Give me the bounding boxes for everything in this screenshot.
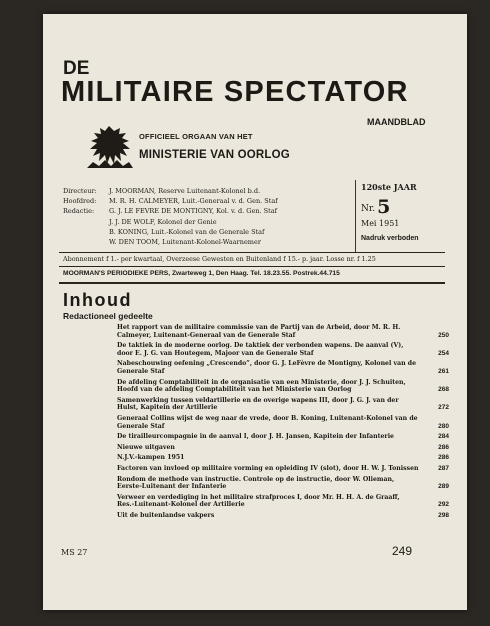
toc-item[interactable]	[117, 324, 449, 339]
toc-item-page: 292	[438, 501, 449, 509]
issue-divider	[355, 180, 356, 252]
toc-item[interactable]	[117, 360, 449, 375]
issue-number	[361, 196, 390, 218]
masthead-de: DE	[63, 58, 90, 79]
divider-middle	[59, 266, 445, 267]
staff-person: G. J. LE FEVRE DE MONTIGNY, Kol. v. d. Gen. Staf	[109, 207, 278, 216]
toc-item-page: 286	[438, 443, 449, 451]
toc-item[interactable]	[117, 433, 449, 441]
toc-item[interactable]	[117, 342, 449, 357]
footer-page-number: 249	[392, 544, 413, 558]
staff-roles	[63, 186, 107, 217]
masthead-maandblad: MAANDBLAD	[367, 117, 426, 127]
toc-item[interactable]	[117, 454, 449, 462]
toc-item-title: Samenwerking tussen veldartillerie en de overige wapens III, door J. G. J. van der Hulst, Kapitein der Artillerie	[117, 396, 399, 412]
toc-item-title: De afdeling Comptabiliteit in de organisatie van een Ministerie, door J. J. Schuiten, Hoofd van de afdeling Comptabiliteit van het Ministerie van Oorlog	[117, 378, 406, 394]
divider-bottom	[59, 282, 445, 284]
toc-item-page: 261	[438, 367, 449, 375]
abonnement-line: Abonnement f 1.- per kwartaal, Overzeese Gewesten en Buitenland f 15.- p. jaar. Losse nr. f 1.25	[63, 255, 376, 263]
toc-item-title: Rondom de methode van instructie. Controle op de instructie, door W. Olieman, Eerste-Luitenant der Infanterie	[117, 475, 395, 491]
publisher-line: MOORMAN'S PERIODIEKE PERS, Zwarteweg 1, Den Haag. Tel. 18.23.55. Postrek.44.715	[63, 270, 340, 277]
toc-item-title: N.J.V.-kampen 1951	[117, 454, 185, 462]
toc-item[interactable]	[117, 397, 449, 412]
footer-code: MS 27	[61, 548, 88, 557]
staff-names	[109, 186, 347, 247]
toc-item-page: 289	[438, 483, 449, 491]
issue-nr-label: Nr.	[361, 204, 376, 214]
toc-item-title: Factoren van invloed op militaire vorming en opleiding IV (slot), door H. W. J. Tonissen	[117, 464, 419, 472]
toc-item-page: 254	[438, 349, 449, 357]
toc-item[interactable]	[117, 415, 449, 430]
staff-role: Directeur:	[63, 187, 97, 195]
toc-item-page: 287	[438, 464, 449, 472]
toc-item[interactable]	[117, 379, 449, 394]
toc-item-title: Uit de buitenlandse vakpers	[117, 511, 215, 519]
staff-person: J. J. DE WOLF, Kolonel der Genie	[109, 217, 217, 226]
toc-item-page: 268	[438, 386, 449, 394]
toc-item-page: 286	[438, 454, 449, 462]
toc-item-title: Generaal Collins wijst de weg naar de vrede, door B. Koning, Luitenant-Kolonel van de Generale Staf	[117, 414, 418, 430]
toc-item-title: Nabeschouwing oefening „Crescendo”, door G. J. LeFèvre de Montigny, Kolonel van de Generale Staf	[117, 360, 417, 375]
toc-item[interactable]	[117, 494, 449, 509]
toc-item-page: 272	[438, 404, 449, 412]
toc-item-title: De taktiek in de moderne oorlog. De taktiek der verbonden wapens. De aanval (V), door E. J. G. van Houtegem, Majoor van de Generale Staf	[117, 342, 404, 357]
toc-item[interactable]	[117, 465, 449, 473]
masthead-title: MILITAIRE SPECTATOR	[61, 76, 409, 108]
toc-item-page: 298	[438, 511, 449, 519]
issue-nr-value: 5	[377, 196, 391, 218]
issue-nadruk: Nadruk verboden	[361, 235, 419, 242]
ministerie-line: MINISTERIE VAN OORLOG	[139, 149, 290, 161]
staff-person: W. DEN TOOM, Luitenant-Kolonel-Waarnemer	[109, 238, 261, 247]
toc-item-title: Verweer en verdediging in het militaire strafproces I, door Mr. H. H. A. de Graaff, Res.-Luitenant-Kolonel der Artillerie	[117, 493, 400, 509]
toc-item-title: De tirailleurcompagnie in de aanval I, door J. H. Jansen, Kapitein der Infanterie	[117, 433, 394, 441]
staff-role: Redactie:	[63, 207, 95, 216]
magazine-page	[43, 14, 467, 610]
toc-item-page: 250	[438, 331, 449, 339]
staff-person: M. R. H. CALMEYER, Luit.-Generaal v. d. Gen. Staf	[109, 197, 278, 206]
table-of-contents	[117, 324, 449, 522]
officieel-line: OFFICIEEL ORGAAN VAN HET	[139, 132, 253, 141]
staff-role: Hoofdred:	[63, 197, 97, 206]
contents-section: Redactioneel gedeelte	[63, 311, 153, 321]
staff-person: B. KONING, Luit.-Kolonel van de Generale Staf	[109, 227, 265, 236]
toc-item-page: 280	[438, 422, 449, 430]
staff-person: J. MOORMAN, Reserve Luitenant-Kolonel b.d.	[109, 187, 261, 195]
lion-crest-icon	[79, 124, 139, 172]
issue-jaargang: 120ste JAAR	[361, 182, 417, 192]
toc-item-title: Het rapport van de militaire commissie van de Partij van de Arbeid, door M. R. H. Calmeyer, Luitenant-Generaal van de Generale Staf	[117, 324, 401, 339]
toc-item[interactable]	[117, 476, 449, 491]
issue-date: Mei 1951	[361, 219, 400, 228]
toc-item-page: 284	[438, 433, 449, 441]
toc-item-title: Nieuwe uitgaven	[117, 443, 175, 451]
divider-top	[59, 252, 445, 253]
contents-heading: Inhoud	[63, 290, 132, 310]
toc-item[interactable]	[117, 444, 449, 452]
toc-item[interactable]	[117, 512, 449, 520]
